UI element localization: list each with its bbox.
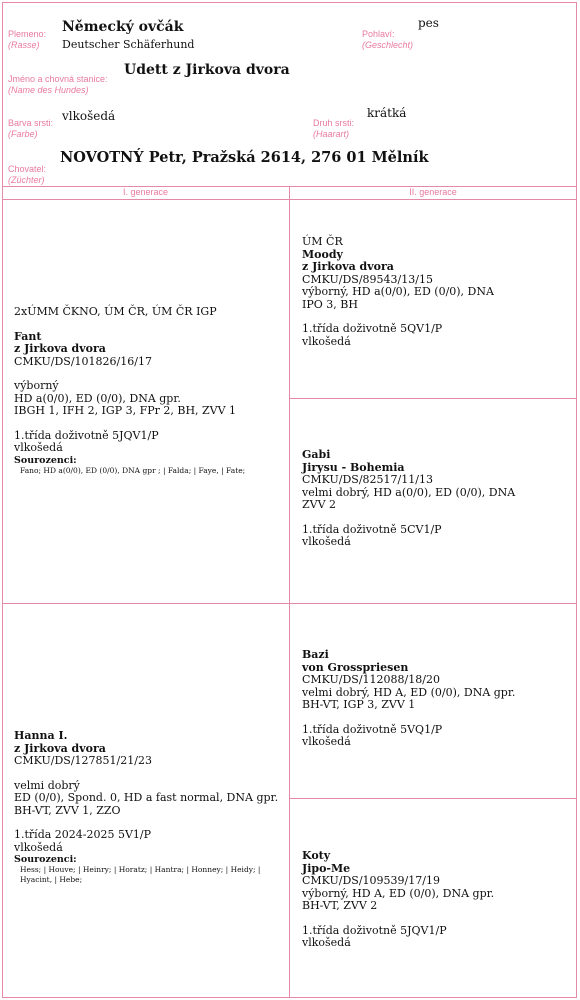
- dam-siblings-line1: Hess; | Houve; | Heinry; | Horatz; | Hantra; | Honney; | Heidy; |: [20, 865, 261, 874]
- sire-dam-divider: [2, 603, 577, 604]
- sire-dam-exams: ZVV 2: [302, 498, 337, 511]
- dam-breed-class: 1.třída 2024-2025 5V1/P: [14, 828, 152, 841]
- sire-dam-color: vlkošedá: [302, 535, 351, 548]
- dam-dam-name: Koty: [302, 849, 331, 862]
- first-generation-heading: I. generace: [122, 187, 169, 197]
- sire-color: vlkošedá: [14, 441, 63, 454]
- dam-dam-exams: BH-VT, ZVV 2: [302, 899, 378, 912]
- dam-kennel: z Jirkova dvora: [14, 741, 106, 755]
- second-generation-heading: II. generace: [409, 187, 457, 197]
- sire-titles: 2xÚMM ČKNO, ÚM ČR, ÚM ČR IGP: [14, 305, 217, 318]
- dam-name: Hanna I.: [14, 729, 68, 742]
- sire-siblings-heading: Sourozenci:: [14, 454, 77, 466]
- dam-entry: [14, 730, 284, 885]
- sire-dam-health: velmi dobrý, HD a(0/0), ED (0/0), DNA: [302, 485, 516, 499]
- sire-health: HD a(0/0), ED (0/0), DNA gpr.: [14, 391, 181, 405]
- dam-rating: velmi dobrý: [14, 778, 80, 792]
- sire-dam-entry: [302, 449, 572, 549]
- dam-sire-entry: [302, 649, 572, 749]
- dam-registration: CMKU/DS/127851/21/23: [14, 754, 152, 767]
- dam-sire-breed-class: 1.třída doživotně 5VQ1/P: [302, 722, 443, 736]
- coat-value: krátká: [367, 106, 407, 120]
- sire-sire-color: vlkošedá: [302, 334, 351, 348]
- dam-sire-exams: BH-VT, IGP 3, ZVV 1: [302, 698, 416, 711]
- dam-dam-registration: CMKU/DS/109539/17/19: [302, 874, 440, 887]
- sire-entry: [14, 306, 284, 476]
- dam-exams: BH-VT, ZVV 1, ZZO: [14, 803, 121, 817]
- color-label: Barva srsti: (Farbe): [8, 118, 54, 139]
- sex-label: Pohlaví: (Geschlecht): [362, 29, 414, 50]
- dam-sire-kennel: von Grosspriesen: [302, 660, 409, 674]
- breeder-label: Chovatel: (Züchter): [8, 164, 47, 185]
- dam-dam-color: vlkošedá: [302, 936, 351, 949]
- sire-dam-kennel: Jirysu - Bohemia: [302, 460, 405, 474]
- sire-sire-entry: [302, 236, 572, 348]
- breed-value: Německý ovčák: [62, 19, 184, 35]
- sire-rating: výborný: [14, 379, 59, 392]
- sex-value: pes: [418, 16, 439, 30]
- dam-sire-color: vlkošedá: [302, 735, 351, 748]
- sire-sire-exams: IPO 3, BH: [302, 297, 358, 311]
- dam-dam-entry: [302, 850, 572, 950]
- color-value: vlkošedá: [62, 109, 116, 123]
- sire-breed-class: 1.třída doživotně 5JQV1/P: [14, 428, 159, 442]
- dam-sire-health: velmi dobrý, HD A, ED (0/0), DNA gpr.: [302, 685, 516, 699]
- dog-name-value: Udett z Jirkova dvora: [124, 62, 290, 78]
- sire-dam-registration: CMKU/DS/82517/11/13: [302, 473, 433, 486]
- sire-siblings: Fano; HD a(0/0), ED (0/0), DNA gpr ; | Falda; | Faye, | Fate;: [20, 465, 246, 475]
- sire-kennel: z Jirkova dvora: [14, 342, 106, 355]
- sire-sire-titles: ÚM ČR: [302, 235, 343, 248]
- name-label: Jméno a chovná stanice: (Name des Hundes): [8, 74, 108, 95]
- dam-sire-registration: CMKU/DS/112088/18/20: [302, 673, 440, 686]
- sire-name: Fant: [14, 329, 42, 343]
- dam-dam-kennel: Jipo-Me: [302, 861, 351, 875]
- breed-value-de: Deutscher Schäferhund: [62, 38, 195, 51]
- dam-siblings-heading: Sourozenci:: [14, 854, 77, 865]
- breed-label: Plemeno: (Rasse): [8, 29, 47, 50]
- sire-dam-name: Gabi: [302, 448, 331, 461]
- sire-sire-breed-class: 1.třída doživotně 5QV1/P: [302, 322, 443, 335]
- dam-sire-name: Bazi: [302, 648, 329, 661]
- breeder-value: NOVOTNÝ Petr, Pražská 2614, 276 01 Mělník: [60, 149, 429, 166]
- sire-sire-name: Moody: [302, 247, 343, 261]
- sire-sire-registration: CMKU/DS/89543/13/15: [302, 272, 433, 286]
- sire-sire-kennel: z Jirkova dvora: [302, 260, 394, 273]
- sire-registration: CMKU/DS/101826/16/17: [14, 354, 152, 368]
- dam-parents-divider: [289, 798, 577, 799]
- sire-parents-divider: [289, 398, 577, 399]
- coat-label: Druh srsti: (Haarart): [313, 118, 355, 139]
- dam-dam-health: výborný, HD A, ED (0/0), DNA gpr.: [302, 886, 495, 900]
- dam-siblings-line2: Hyacint, | Hebe;: [20, 875, 83, 884]
- sire-dam-breed-class: 1.třída doživotně 5CV1/P: [302, 522, 442, 536]
- dam-health: ED (0/0), Spond. 0, HD a fast normal, DNA gpr.: [14, 791, 279, 804]
- dam-color: vlkošedá: [14, 840, 63, 854]
- sire-sire-health: výborný, HD a(0/0), ED (0/0), DNA: [302, 285, 494, 298]
- generation-column-divider: [289, 186, 290, 998]
- sire-exams: IBGH 1, IFH 2, IGP 3, FPr 2, BH, ZVV 1: [14, 404, 237, 417]
- dam-dam-breed-class: 1.třída doživotně 5JQV1/P: [302, 923, 447, 937]
